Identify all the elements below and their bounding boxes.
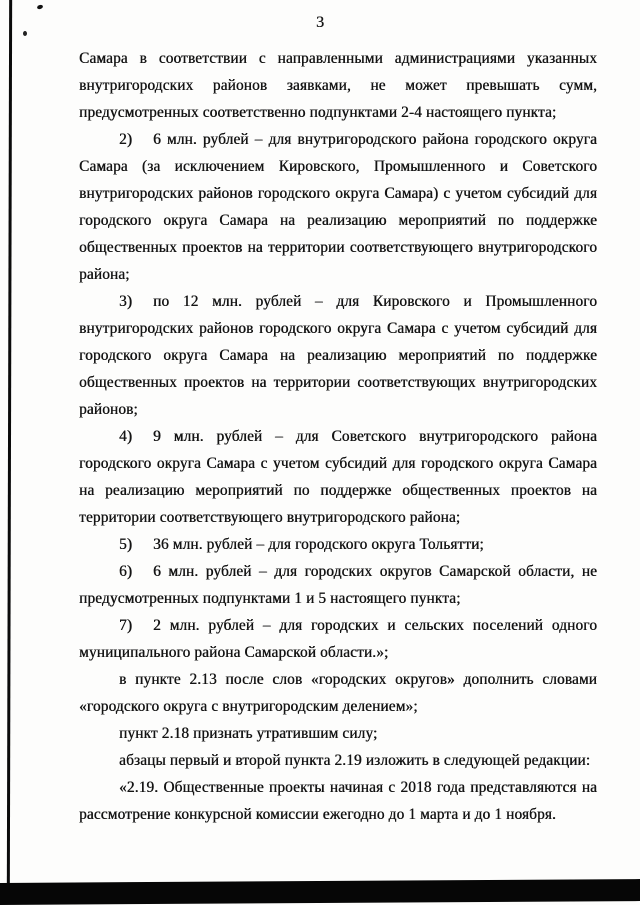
paragraph-number: 3) [119, 293, 133, 310]
paragraph: 5) 36 млн. рублей – для городского округа Тольятти; [119, 536, 484, 553]
paragraph: 3) по 12 млн. рублей – для Кировского и Промышленного внутригородских районов городского округа Самара с учетом субсидий для городского округа Самара на реализацию мероприятий по поддержке общественных проектов на территории соответствующих внутригородских районов; [79, 293, 597, 418]
paragraph: 2) 6 млн. рублей – для внутригородского района городского округа Самара (за исключением Кировского, Промышленного и Советского внутригородских районов городского округа Самара) с учетом субсидий для городского округа Самара на реализацию мероприятий по поддержке общественных проектов на территории соответствующего внутригородского района; [79, 131, 597, 283]
paragraph-number: 5) [119, 536, 133, 553]
paragraph: Самара в соответствии с направленными администрациями указанных внутригородских районов заявками, не может превышать сумм, предусмотренных соответственно подпунктами 2-4 настоящего пункта; [79, 50, 597, 121]
paragraph: «2.19. Общественные проекты начиная с 2018 года представляются на рассмотрение конкурсной комиссии ежегодно до 1 марта и до 1 ноября. [79, 779, 597, 823]
scan-left-edge-artifact [7, 0, 12, 888]
paragraph: 7) 2 млн. рублей – для городских и сельских поселений одного муниципального района Самарской области.»; [79, 617, 597, 661]
paragraph-number: 4) [119, 428, 133, 445]
scan-speck-artifact [36, 4, 43, 10]
paragraph: 6) 6 млн. рублей – для городских округов Самарской области, не предусмотренных подпунктами 1 и 5 настоящего пункта; [79, 563, 597, 607]
scan-bottom-edge-artifact [0, 879, 640, 905]
paragraph-number: 6) [119, 563, 133, 580]
paragraph-number: 7) [119, 617, 133, 634]
paragraph-number: 2) [119, 131, 133, 148]
paragraph: 4) 9 млн. рублей – для Советского внутригородского района городского округа Самара с учетом субсидий для городского округа Самара на реализацию мероприятий по поддержке общественных проектов на территории соответствующего внутригородского района; [79, 428, 597, 526]
paragraph: пункт 2.18 признать утратившим силу; [119, 725, 378, 742]
document-body [79, 45, 597, 828]
page-number: 3 [316, 14, 324, 31]
paragraph: абзацы первый и второй пункта 2.19 изложить в следующей редакции: [119, 752, 591, 769]
paragraph: в пункте 2.13 после слов «городских округов» дополнить словами «городского округа с внутригородским делением»; [79, 671, 597, 715]
